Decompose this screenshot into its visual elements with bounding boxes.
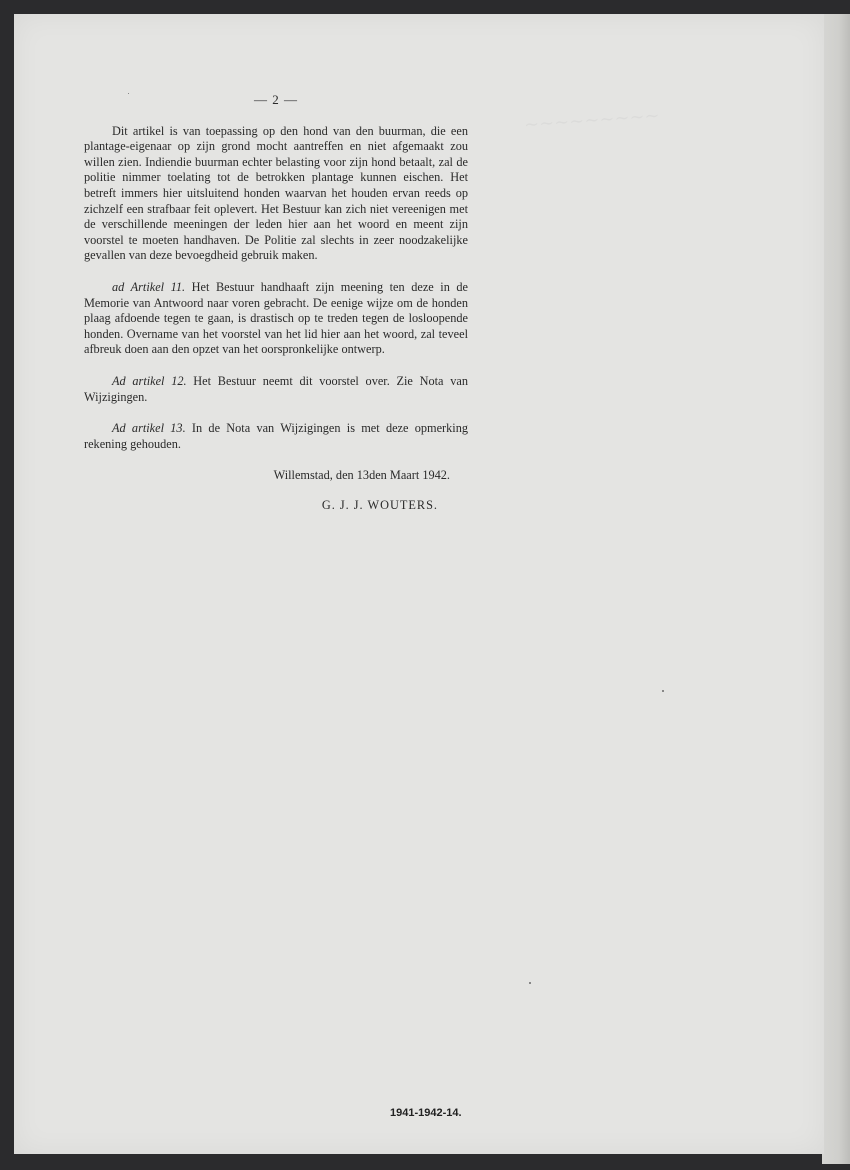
document-text [84, 92, 468, 513]
show-through-smudge [523, 105, 660, 135]
paragraph-text: Dit artikel is van toepassing op den hond van den buurman, die een plantage-eigenaar op zijn grond mocht aantreffen en niet afgemaakt zou willen zien. Indiendie buurman echter belasting voor zijn hond betaalt, zal de politie nimmer toelating tot de betrokken plantage kunnen eischen. Het betreft immers hier uitsluitend honden waarvan het houden ervan reeds op zichzelf een strafbaar feit oplevert. Het Bestuur kan zich niet vereenigen met de verschillende meeningen der leden hier aan het woord en meent zijn voorstel te moeten handhaven. De Politie zal slechts in zeer noodzakelijke gevallen van deze bevoegdheid gebruik maken. [84, 123, 468, 263]
document-code: 1941-1942-14. [390, 1107, 462, 1119]
page-number: — 2 — [254, 92, 298, 107]
paragraph-article-10 [84, 124, 468, 264]
paragraph-article-12 [84, 374, 468, 405]
signature-name: G. J. J. WOUTERS. [321, 497, 438, 512]
paper-edge [822, 14, 850, 1164]
article-reference: ad Artikel 11. [112, 279, 186, 294]
paragraph-text: Het Bestuur handhaaft zijn meening ten deze in de Memorie van Antwoord naar voren gebracht. De eenige wijze om de honden plaag afdoende tegen te gaan, is drastisch op te treden tegen de losloopende honden. Overname van het voorstel van het lid hier aan het woord, zal teveel afbreuk doen aan den opzet van het oorspronkelijke ontwerp. [84, 279, 468, 357]
place-and-date: Willemstad, den 13den Maart 1942. [273, 468, 450, 483]
article-reference: Ad artikel 12. [112, 373, 187, 388]
paper-speck [529, 982, 531, 984]
paragraph-article-13 [84, 421, 468, 452]
paragraph-text: Het Bestuur neemt dit voorstel over. Zie Nota van Wijzigingen. [84, 373, 468, 404]
paragraph-text: In de Nota van Wijzigingen is met deze opmerking rekening gehouden. [84, 421, 469, 451]
article-reference: Ad artikel 13. [112, 421, 186, 436]
paragraph-article-11 [84, 280, 468, 358]
paper-speck [662, 690, 664, 692]
